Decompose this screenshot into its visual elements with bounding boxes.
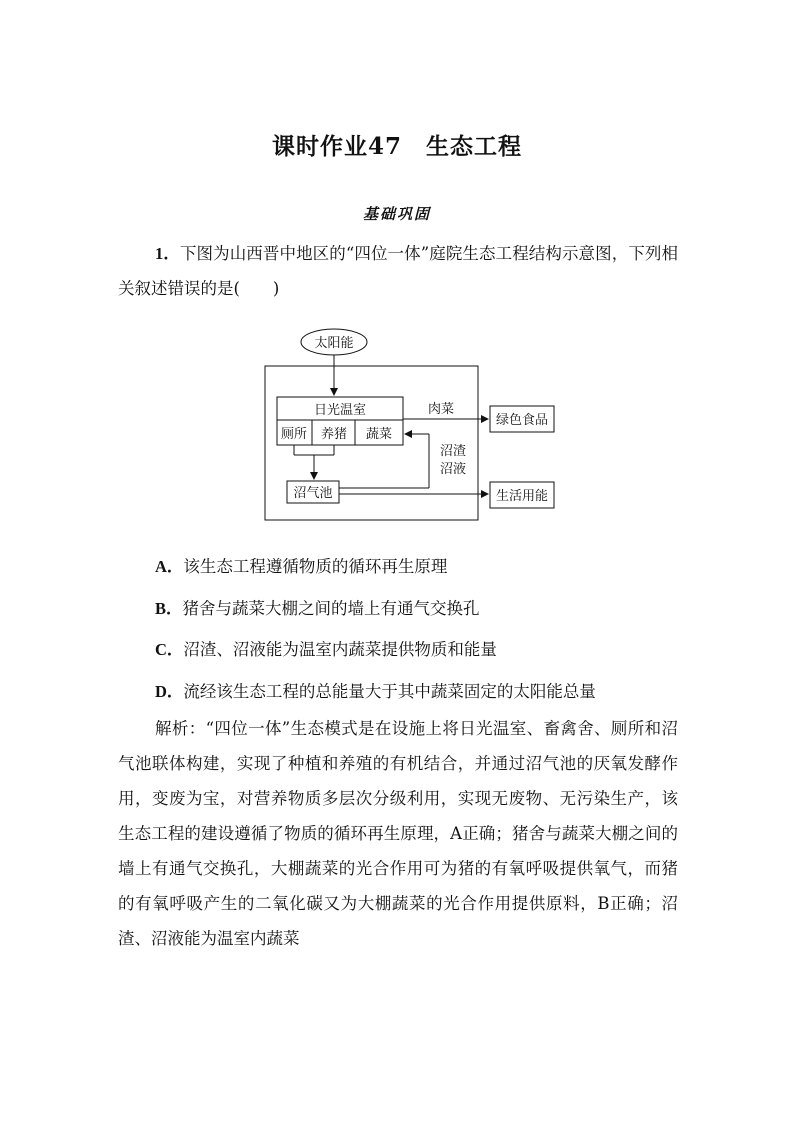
sun-label: 太阳能 [314, 336, 354, 351]
option-a: A．该生态工程遵循物质的循环再生原理 [155, 557, 448, 576]
biogas-label: 沼气池 [293, 486, 333, 501]
section-heading: 基础巩固 [362, 205, 431, 223]
analysis-label: 解析： [155, 719, 206, 738]
option-d: D．流经该生态工程的总能量大于其中蔬菜固定的太阳能总量 [155, 682, 596, 701]
analysis-text: “四位一体”生态模式是在设施上将日光温室、畜禽舍、厕所和沼气池联体构建，实现了种植和养殖的有机结合，并通过沼气池的厌氧发酵作用，变废为宝，对营养物质多层次分级利用，实现无废物、无污染生产，该生态工程的建设遵循了物质的循环再生原理，A正确；猪舍与蔬菜大棚之间的墙上有通气交换孔，大棚蔬菜的光合作用可为猪的有氧呼吸提供氧气，而猪的有氧呼吸产生的二氧化碳又为大棚蔬菜的光合作用提供原料，B正确；沼渣、沼液能为温室内蔬菜 [118, 719, 678, 948]
toilet-label: 厕所 [280, 427, 308, 442]
meat-veg-label: 肉菜 [427, 402, 455, 417]
greenhouse-label: 日光温室 [313, 403, 367, 418]
veg-label: 蔬菜 [365, 427, 393, 442]
liquid-label: 沼液 [439, 462, 467, 477]
option-c: C．沼渣、沼液能为温室内蔬菜提供物质和能量 [155, 640, 497, 659]
energy-label: 生活用能 [495, 489, 549, 504]
analysis-paragraph [118, 711, 678, 956]
ecology-diagram [0, 0, 794, 540]
option-b: B．猪舍与蔬菜大棚之间的墙上有通气交换孔 [155, 599, 480, 618]
pig-label: 养猪 [320, 427, 348, 442]
residue-label: 沼渣 [439, 444, 467, 459]
question-number: 1． [155, 244, 180, 263]
page-title: 课时作业47 生态工程 [271, 133, 522, 160]
green-food-label: 绿色食品 [495, 413, 549, 428]
question-text: 下图为山西晋中地区的“四位一体”庭院生态工程结构示意图，下列相关叙述错误的是( ) [118, 244, 679, 298]
